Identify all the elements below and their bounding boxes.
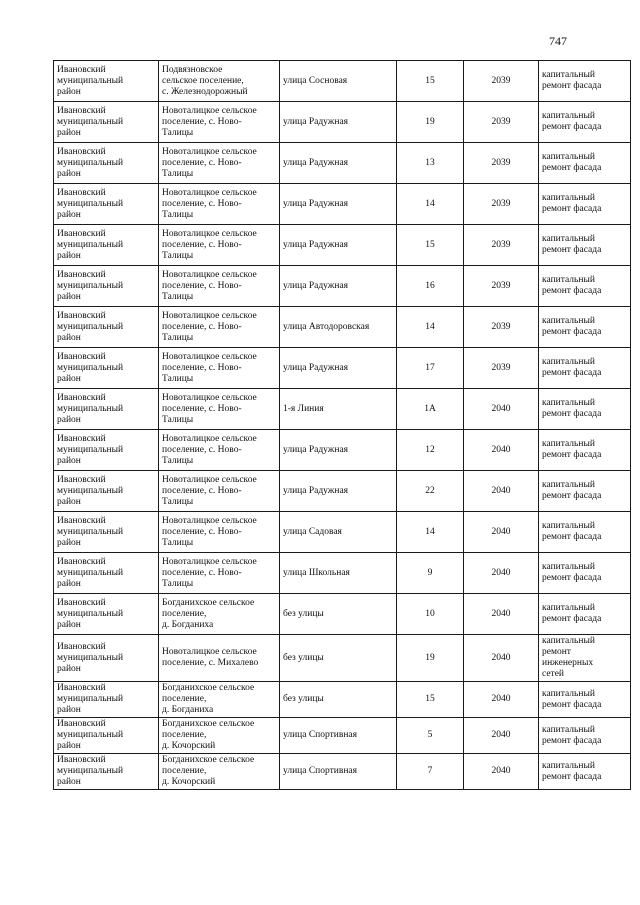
registry-table [53, 60, 631, 790]
work-type-cell: капитальный ремонт инженерных сетей [539, 635, 631, 682]
table-row [54, 718, 631, 754]
house-number-cell: 10 [397, 594, 464, 635]
street-cell: улица Сосновая [280, 61, 397, 102]
settlement-cell: Новоталицкое сельское поселение, с. Ново- Талицы [159, 143, 280, 184]
year-cell: 2039 [464, 307, 539, 348]
work-type-cell: капитальный ремонт фасада [539, 307, 631, 348]
year-cell: 2040 [464, 512, 539, 553]
work-type-cell: капитальный ремонт фасада [539, 553, 631, 594]
district-cell: Ивановский муниципальный район [54, 594, 159, 635]
year-cell: 2040 [464, 389, 539, 430]
district-cell: Ивановский муниципальный район [54, 430, 159, 471]
street-cell: улица Радужная [280, 225, 397, 266]
settlement-cell: Подвязновское сельское поселение, с. Железнодорожный [159, 61, 280, 102]
house-number-cell: 5 [397, 718, 464, 754]
table-row [54, 754, 631, 790]
house-number-cell: 12 [397, 430, 464, 471]
year-cell: 2040 [464, 471, 539, 512]
table-row [54, 102, 631, 143]
street-cell: улица Радужная [280, 184, 397, 225]
street-cell: улица Радужная [280, 430, 397, 471]
house-number-cell: 22 [397, 471, 464, 512]
street-cell: улица Автодоровская [280, 307, 397, 348]
table-row [54, 430, 631, 471]
house-number-cell: 14 [397, 307, 464, 348]
year-cell: 2040 [464, 553, 539, 594]
house-number-cell: 15 [397, 682, 464, 718]
street-cell: улица Спортивная [280, 754, 397, 790]
street-cell: 1-я Линия [280, 389, 397, 430]
year-cell: 2039 [464, 184, 539, 225]
settlement-cell: Новоталицкое сельское поселение, с. Ново- Талицы [159, 184, 280, 225]
district-cell: Ивановский муниципальный район [54, 389, 159, 430]
district-cell: Ивановский муниципальный район [54, 553, 159, 594]
year-cell: 2039 [464, 348, 539, 389]
district-cell: Ивановский муниципальный район [54, 184, 159, 225]
work-type-cell: капитальный ремонт фасада [539, 102, 631, 143]
house-number-cell: 19 [397, 102, 464, 143]
district-cell: Ивановский муниципальный район [54, 512, 159, 553]
year-cell: 2039 [464, 143, 539, 184]
street-cell: улица Радужная [280, 266, 397, 307]
table-row [54, 266, 631, 307]
district-cell: Ивановский муниципальный район [54, 225, 159, 266]
work-type-cell: капитальный ремонт фасада [539, 754, 631, 790]
house-number-cell: 17 [397, 348, 464, 389]
work-type-cell: капитальный ремонт фасада [539, 61, 631, 102]
district-cell: Ивановский муниципальный район [54, 471, 159, 512]
street-cell: улица Радужная [280, 348, 397, 389]
work-type-cell: капитальный ремонт фасада [539, 682, 631, 718]
work-type-cell: капитальный ремонт фасада [539, 266, 631, 307]
table-row [54, 184, 631, 225]
settlement-cell: Богданихское сельское поселение, д. Богданиха [159, 682, 280, 718]
district-cell: Ивановский муниципальный район [54, 635, 159, 682]
street-cell: улица Радужная [280, 143, 397, 184]
house-number-cell: 9 [397, 553, 464, 594]
work-type-cell: капитальный ремонт фасада [539, 430, 631, 471]
year-cell: 2040 [464, 430, 539, 471]
year-cell: 2039 [464, 225, 539, 266]
settlement-cell: Богданихское сельское поселение, д. Богданиха [159, 594, 280, 635]
table-row [54, 389, 631, 430]
work-type-cell: капитальный ремонт фасада [539, 512, 631, 553]
street-cell: без улицы [280, 635, 397, 682]
work-type-cell: капитальный ремонт фасада [539, 718, 631, 754]
district-cell: Ивановский муниципальный район [54, 682, 159, 718]
work-type-cell: капитальный ремонт фасада [539, 389, 631, 430]
table-row [54, 553, 631, 594]
house-number-cell: 14 [397, 512, 464, 553]
street-cell: улица Радужная [280, 102, 397, 143]
work-type-cell: капитальный ремонт фасада [539, 348, 631, 389]
settlement-cell: Новоталицкое сельское поселение, с. Ново- Талицы [159, 266, 280, 307]
year-cell: 2040 [464, 754, 539, 790]
table-row [54, 348, 631, 389]
table-row [54, 307, 631, 348]
street-cell: улица Садовая [280, 512, 397, 553]
settlement-cell: Новоталицкое сельское поселение, с. Ново- Талицы [159, 307, 280, 348]
street-cell: улица Радужная [280, 471, 397, 512]
settlement-cell: Новоталицкое сельское поселение, с. Ново- Талицы [159, 512, 280, 553]
house-number-cell: 15 [397, 61, 464, 102]
house-number-cell: 7 [397, 754, 464, 790]
table-row [54, 635, 631, 682]
year-cell: 2039 [464, 266, 539, 307]
settlement-cell: Новоталицкое сельское поселение, с. Ново- Талицы [159, 430, 280, 471]
settlement-cell: Новоталицкое сельское поселение, с. Ново- Талицы [159, 225, 280, 266]
table-row [54, 143, 631, 184]
district-cell: Ивановский муниципальный район [54, 266, 159, 307]
work-type-cell: капитальный ремонт фасада [539, 471, 631, 512]
year-cell: 2040 [464, 682, 539, 718]
district-cell: Ивановский муниципальный район [54, 61, 159, 102]
street-cell: улица Спортивная [280, 718, 397, 754]
year-cell: 2040 [464, 718, 539, 754]
house-number-cell: 16 [397, 266, 464, 307]
street-cell: без улицы [280, 594, 397, 635]
settlement-cell: Богданихское сельское поселение, д. Кочорский [159, 754, 280, 790]
year-cell: 2040 [464, 594, 539, 635]
page-number: 747 [549, 34, 567, 48]
table-row [54, 682, 631, 718]
house-number-cell: 19 [397, 635, 464, 682]
table-row [54, 225, 631, 266]
work-type-cell: капитальный ремонт фасада [539, 225, 631, 266]
settlement-cell: Богданихское сельское поселение, д. Кочорский [159, 718, 280, 754]
district-cell: Ивановский муниципальный район [54, 102, 159, 143]
house-number-cell: 15 [397, 225, 464, 266]
table-row [54, 61, 631, 102]
table-row [54, 512, 631, 553]
work-type-cell: капитальный ремонт фасада [539, 143, 631, 184]
year-cell: 2039 [464, 61, 539, 102]
district-cell: Ивановский муниципальный район [54, 348, 159, 389]
district-cell: Ивановский муниципальный район [54, 754, 159, 790]
settlement-cell: Новоталицкое сельское поселение, с. Ново- Талицы [159, 389, 280, 430]
settlement-cell: Новоталицкое сельское поселение, с. Ново- Талицы [159, 102, 280, 143]
house-number-cell: 1А [397, 389, 464, 430]
street-cell: без улицы [280, 682, 397, 718]
district-cell: Ивановский муниципальный район [54, 718, 159, 754]
table-row [54, 594, 631, 635]
settlement-cell: Новоталицкое сельское поселение, с. Ново- Талицы [159, 471, 280, 512]
table-row [54, 471, 631, 512]
settlement-cell: Новоталицкое сельское поселение, с. Михалево [159, 635, 280, 682]
district-cell: Ивановский муниципальный район [54, 307, 159, 348]
settlement-cell: Новоталицкое сельское поселение, с. Ново- Талицы [159, 348, 280, 389]
house-number-cell: 13 [397, 143, 464, 184]
work-type-cell: капитальный ремонт фасада [539, 184, 631, 225]
year-cell: 2039 [464, 102, 539, 143]
year-cell: 2040 [464, 635, 539, 682]
district-cell: Ивановский муниципальный район [54, 143, 159, 184]
street-cell: улица Школьная [280, 553, 397, 594]
settlement-cell: Новоталицкое сельское поселение, с. Ново- Талицы [159, 553, 280, 594]
work-type-cell: капитальный ремонт фасада [539, 594, 631, 635]
house-number-cell: 14 [397, 184, 464, 225]
registry-table-body [54, 61, 631, 790]
